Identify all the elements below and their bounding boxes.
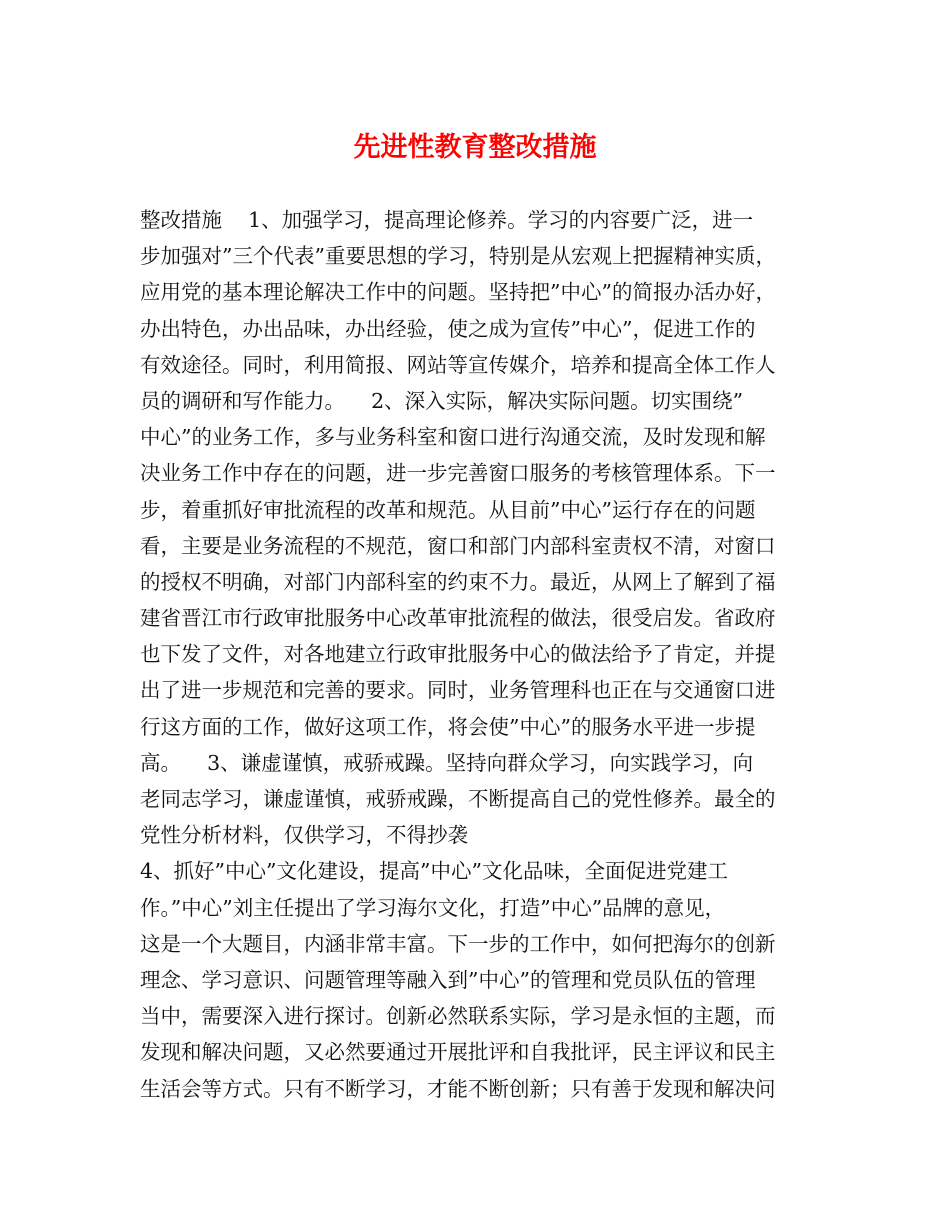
body-line: 这是一个大题目，内涵非常丰富。下一步的工作中，如何把海尔的创新: [140, 931, 776, 956]
body-line: 步，着重抓好审批流程的改革和规范。从目前”中心”运行存在的问题: [140, 497, 756, 522]
body-line: 中心”的业务工作，多与业务科室和窗口进行沟通交流，及时发现和解: [140, 425, 766, 450]
body-line: 也下发了文件，对各地建立行政审批服务中心的做法给予了肯定，并提: [140, 642, 776, 667]
body-line: 作。”中心”刘主任提出了学习海尔文化，打造”中心”品牌的意见，: [140, 895, 726, 920]
body-line: 行这方面的工作，做好这项工作，将会使”中心”的服务水平进一步提: [140, 714, 756, 739]
body-line: 的授权不明确，对部门内部科室的约束不力。最近，从网上了解到了福: [140, 569, 776, 594]
body-line: 生活会等方式。只有不断学习，才能不断创新；只有善于发现和解决问: [140, 1076, 776, 1101]
body-line: 办出特色，办出品味，办出经验，使之成为宣传”中心”，促进工作的: [140, 316, 756, 341]
body-line: 4、抓好”中心”文化建设，提高”中心”文化品味，全面促进党建工: [140, 859, 728, 884]
body-line: 应用党的基本理论解决工作中的问题。坚持把”中心”的简报办活办好，: [140, 280, 776, 305]
body-line: 建省晋江市行政审批服务中心改革审批流程的做法，很受启发。省政府: [140, 606, 776, 631]
body-line: 发现和解决问题，又必然要通过开展批评和自我批评，民主评议和民主: [140, 1040, 776, 1065]
document-body: [140, 202, 830, 1107]
body-line: 整改措施 1、加强学习，提高理论修养。学习的内容要广泛，进一: [140, 208, 754, 232]
body-line: 理念、学习意识、问题管理等融入到”中心”的管理和党员队伍的管理: [140, 967, 756, 992]
body-line: 出了进一步规范和完善的要求。同时，业务管理科也正在与交通窗口进: [140, 678, 776, 703]
body-line: 有效途径。同时，利用简报、网站等宣传媒介，培养和提高全体工作人: [140, 352, 776, 377]
body-line: 步加强对”三个代表”重要思想的学习，特别是从宏观上把握精神实质，: [140, 244, 776, 269]
body-line: 员的调研和写作能力。 2、深入实际，解决实际问题。切实围绕”: [140, 388, 744, 413]
body-line: 高。 3、谦虚谨慎，戒骄戒躁。坚持向群众学习，向实践学习，向: [140, 750, 754, 775]
body-line: 当中，需要深入进行探讨。创新必然联系实际，学习是永恒的主题，而: [140, 1004, 776, 1029]
body-line: 决业务工作中存在的问题，进一步完善窗口服务的考核管理体系。下一: [140, 461, 776, 486]
body-line: 党性分析材料，仅供学习，不得抄袭: [140, 823, 468, 848]
document-title: 先进性教育整改措施: [353, 132, 597, 163]
body-line: 老同志学习，谦虚谨慎，戒骄戒躁，不断提高自己的党性修养。最全的: [140, 787, 776, 811]
body-line: 看，主要是业务流程的不规范，窗口和部门内部科室责权不清，对窗口: [140, 533, 776, 558]
